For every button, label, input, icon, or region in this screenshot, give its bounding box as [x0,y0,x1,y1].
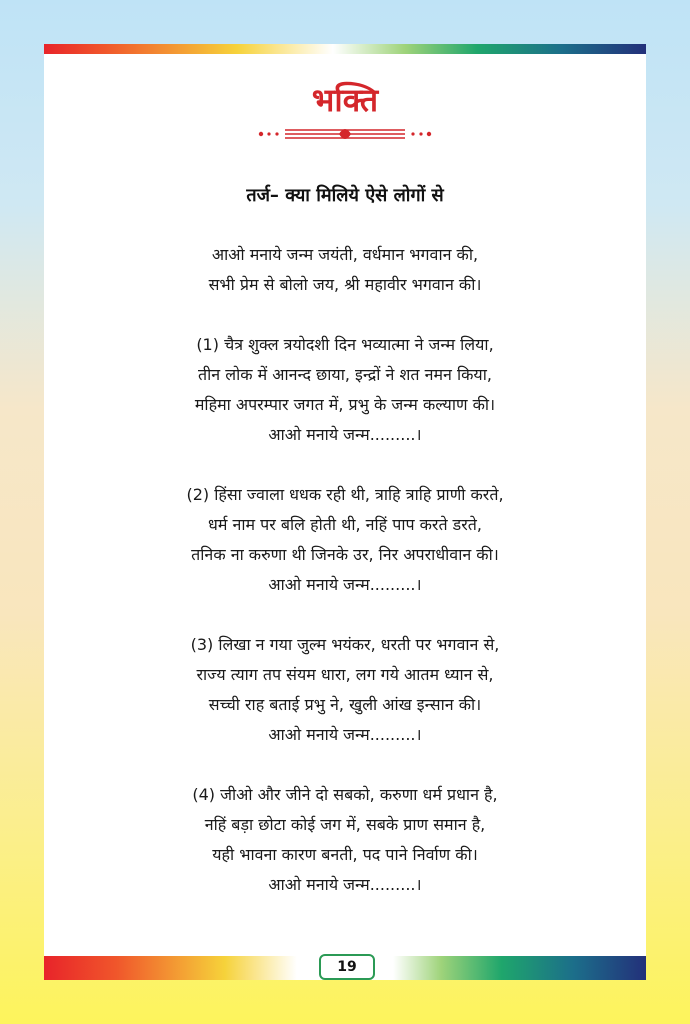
poem-line: आओ मनाये जन्म.........। [268,575,422,594]
poem-line: आओ मनाये जन्म.........। [268,425,422,444]
title-ornament [255,124,435,144]
poem-line: आओ मनाये जन्म जयंती, वर्धमान भगवान की, [211,245,479,264]
poem-line: (3) लिखा न गया जुल्म भयंकर, धरती पर भगवान से, [190,635,500,654]
poem-line: सच्ची राह बताई प्रभु ने, खुली आंख इन्सान की। [208,695,482,714]
stanza-refrain [44,240,646,300]
poem-line: तनिक ना करुणा थी जिनके उर, निर अपराधीवान की। [191,545,499,564]
poem-line: यही भावना कारण बनती, पद पाने निर्वाण की। [212,845,478,864]
tune-subtitle: तर्ज– क्या मिलिये ऐसे लोगों से [246,185,444,206]
stanza-2 [44,480,646,600]
stanza-3 [44,630,646,750]
poem-line: (1) चैत्र शुक्ल त्रयोदशी दिन भव्यात्मा ने जन्म लिया, [196,335,494,354]
page-number: 19 [319,954,375,980]
poem-line: (2) हिंसा ज्वाला धधक रही थी, त्राहि त्राहि प्राणी करते, [186,485,504,504]
poem-line: धर्म नाम पर बलि होती थी, नहिं पाप करते डरते, [208,515,482,534]
top-color-stripe [44,44,646,54]
poem-line: आओ मनाये जन्म.........। [268,875,422,894]
poem-line: (4) जीओ और जीने दो सबको, करुणा धर्म प्रधान है, [192,785,498,804]
poem-line: राज्य त्याग तप संयम धारा, लग गये आतम ध्यान से, [196,665,494,684]
poem-line: महिमा अपरम्पार जगत में, प्रभु के जन्म कल्याण की। [194,395,496,414]
stanza-1 [44,330,646,450]
stanza-4 [44,780,646,900]
poem-line: नहिं बड़ा छोटा कोई जग में, सबके प्राण समान है, [204,815,486,834]
page-title: भक्ति [311,81,379,119]
poem-line: सभी प्रेम से बोलो जय, श्री महावीर भगवान की। [208,275,482,294]
poem-line: आओ मनाये जन्म.........। [268,725,422,744]
poem [44,240,646,930]
poem-line: तीन लोक में आनन्द छाया, इन्द्रों ने शत नमन किया, [198,365,492,384]
page [44,44,646,980]
